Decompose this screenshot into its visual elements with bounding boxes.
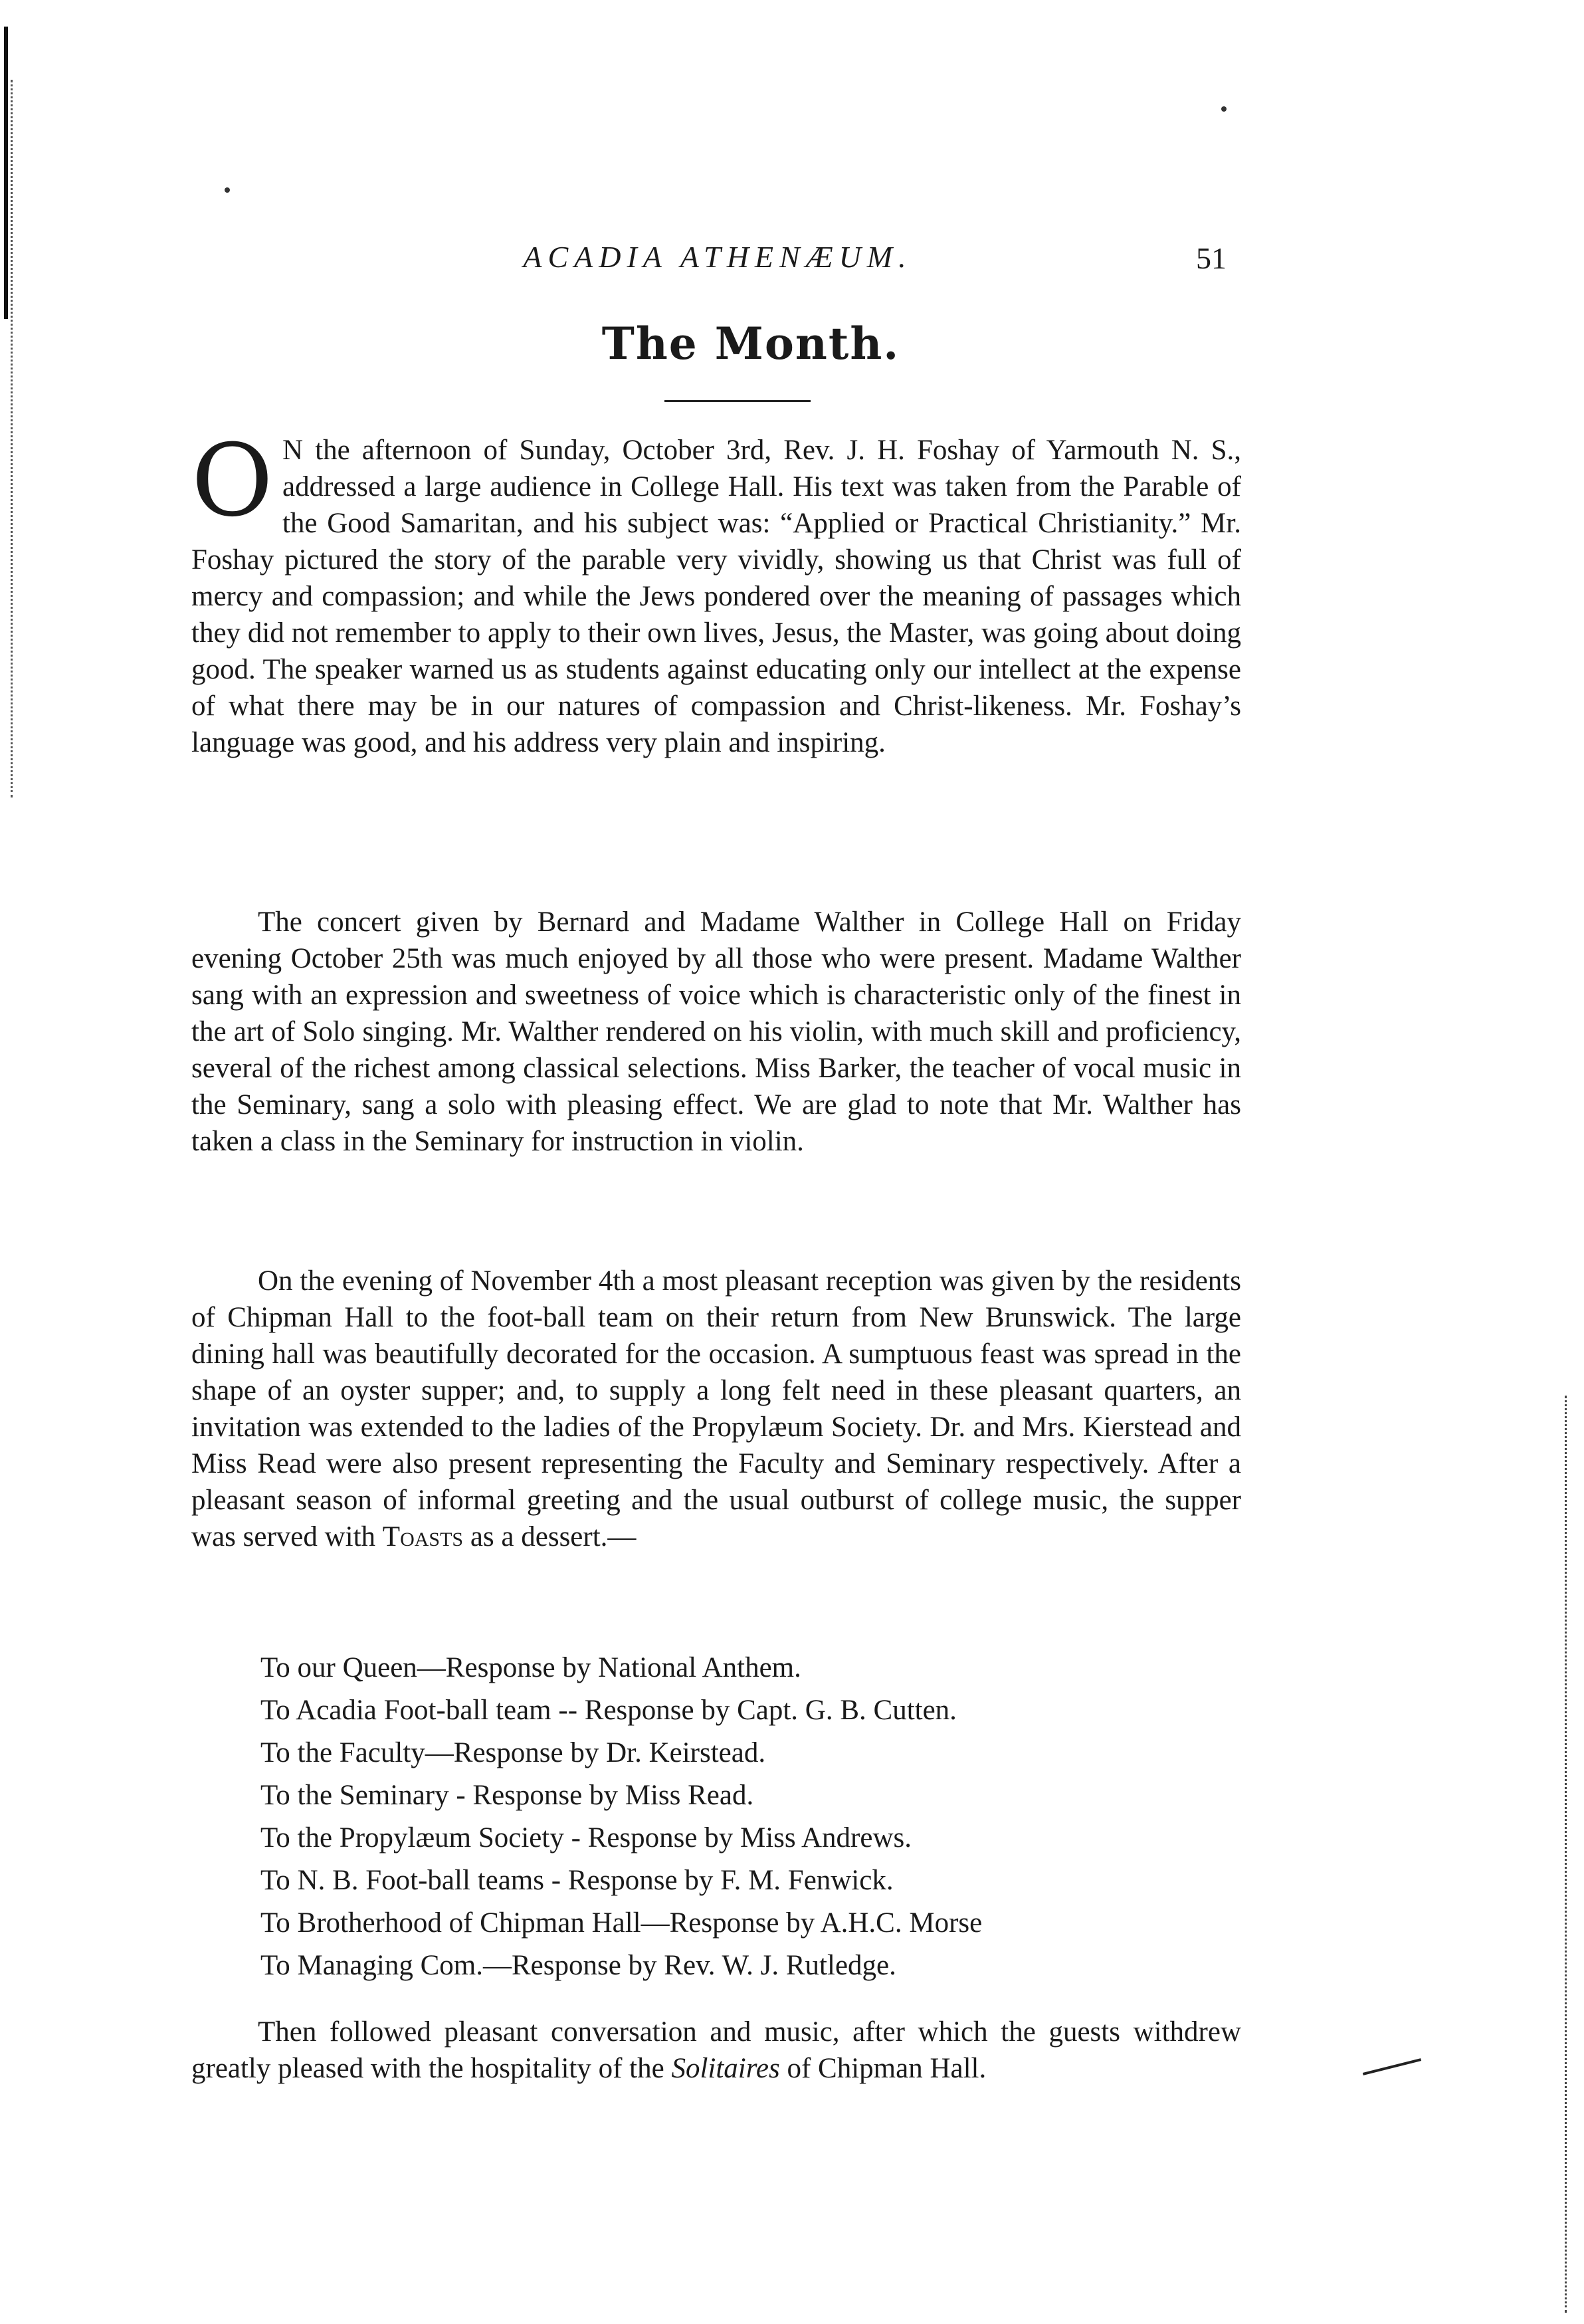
toast-item: To Managing Com.—Response by Rev. W. J. Rutledge. (260, 1950, 896, 1981)
toast-item: To Acadia Foot-ball team -- Response by Capt. G. B. Cutten. (260, 1695, 957, 1726)
margin-pen-stroke (1363, 2058, 1421, 2075)
italic-solitaires: Solitaires (671, 2053, 780, 2084)
binding-edge-dots (11, 80, 15, 797)
page-number: 51 (1196, 241, 1227, 275)
toast-item: To the Faculty—Response by Dr. Keirstead. (260, 1737, 766, 1768)
section-title: The Month. (601, 318, 900, 370)
toast-item: To the Seminary - Response by Miss Read. (260, 1780, 754, 1811)
stray-ink-mark (225, 187, 230, 193)
paragraph-foshay-address (191, 423, 1241, 761)
paragraph-chipman-reception (191, 1263, 1241, 1555)
toast-item: To the Propylæum Society - Response by Miss Andrews. (260, 1822, 912, 1853)
binding-edge-mark (4, 27, 8, 319)
paragraph-text: of Chipman Hall. (779, 2053, 987, 2084)
toasts-word: Toasts (382, 1521, 464, 1552)
toast-item: To N. B. Foot-ball teams - Response by F. M. Fenwick. (260, 1865, 894, 1896)
running-header: ACADIA ATHENÆUM. (523, 240, 912, 274)
paragraph-walther-concert: The concert given by Bernard and Madame Walther in College Hall on Friday evening October 25th was much enjoyed by all those who were present. Madame Walther sang with an expression and sweetness of voice which is characteristic only of the finest in the art of Solo singing. Mr. Walther rendered on his violin, with much skill and proficiency, several of the richest among classical selections. Miss Barker, the teacher of vocal music in the Seminary, sang a solo with pleasing effect. We are glad to note that Mr. Walther has taken a class in the Seminary for instruction in violin. (191, 906, 1241, 1157)
paragraph-text: as a dessert.— (463, 1521, 637, 1552)
paragraph-text: N the afternoon of Sunday, October 3rd, Rev. J. H. Foshay of Yarmouth N. S., addressed a large audience in College Hall. His text was taken from the Parable of the Good Samaritan, and his subject was: “Applied or Practical Christianity.” Mr. Foshay pictured the story of the parable very vividly, showing us that Christ was full of mercy and compassion; and while the Jews pondered over the meaning of passages which they did not remember to apply to their own lives, Jesus, the Master, was going about doing good. The speaker warned us as students against educating only our intellect at the expense of what there may be in our natures of compassion and Christ-likeness. Mr. Foshay’s language was good, and his address very plain and inspiring. (191, 435, 1241, 758)
right-edge-dots (1565, 1396, 1569, 2313)
paragraph-text: On the evening of November 4th a most pleasant reception was given by the residents of Chipman Hall to the foot-ball team on their return from New Brunswick. The large dining hall was beautifully decorated for the occasion. A sumptuous feast was spread in the shape of an oyster supper; and, to supply a long felt need in these pleasant quarters, an invitation was extended to the ladies of the Propylæum Society. Dr. and Mrs. Kierstead and Miss Read were also present representing the Faculty and Seminary respectively. After a pleasant season of informal greeting and the usual outburst of college music, the supper was served with (191, 1265, 1241, 1552)
title-rule (664, 400, 811, 402)
stray-ink-mark (1221, 106, 1227, 112)
toasts-list (260, 1647, 1244, 1987)
paragraph-closing (191, 2014, 1241, 2087)
toast-item: To Brotherhood of Chipman Hall—Response by A.H.C. Morse (260, 1907, 983, 1939)
paragraph-text: Then followed pleasant conversation and music, after which the guests withdrew greatly pleased with the hospitality of the (191, 2016, 1241, 2084)
toast-item: To our Queen—Response by National Anthem. (260, 1652, 801, 1683)
drop-cap: O (191, 423, 273, 539)
